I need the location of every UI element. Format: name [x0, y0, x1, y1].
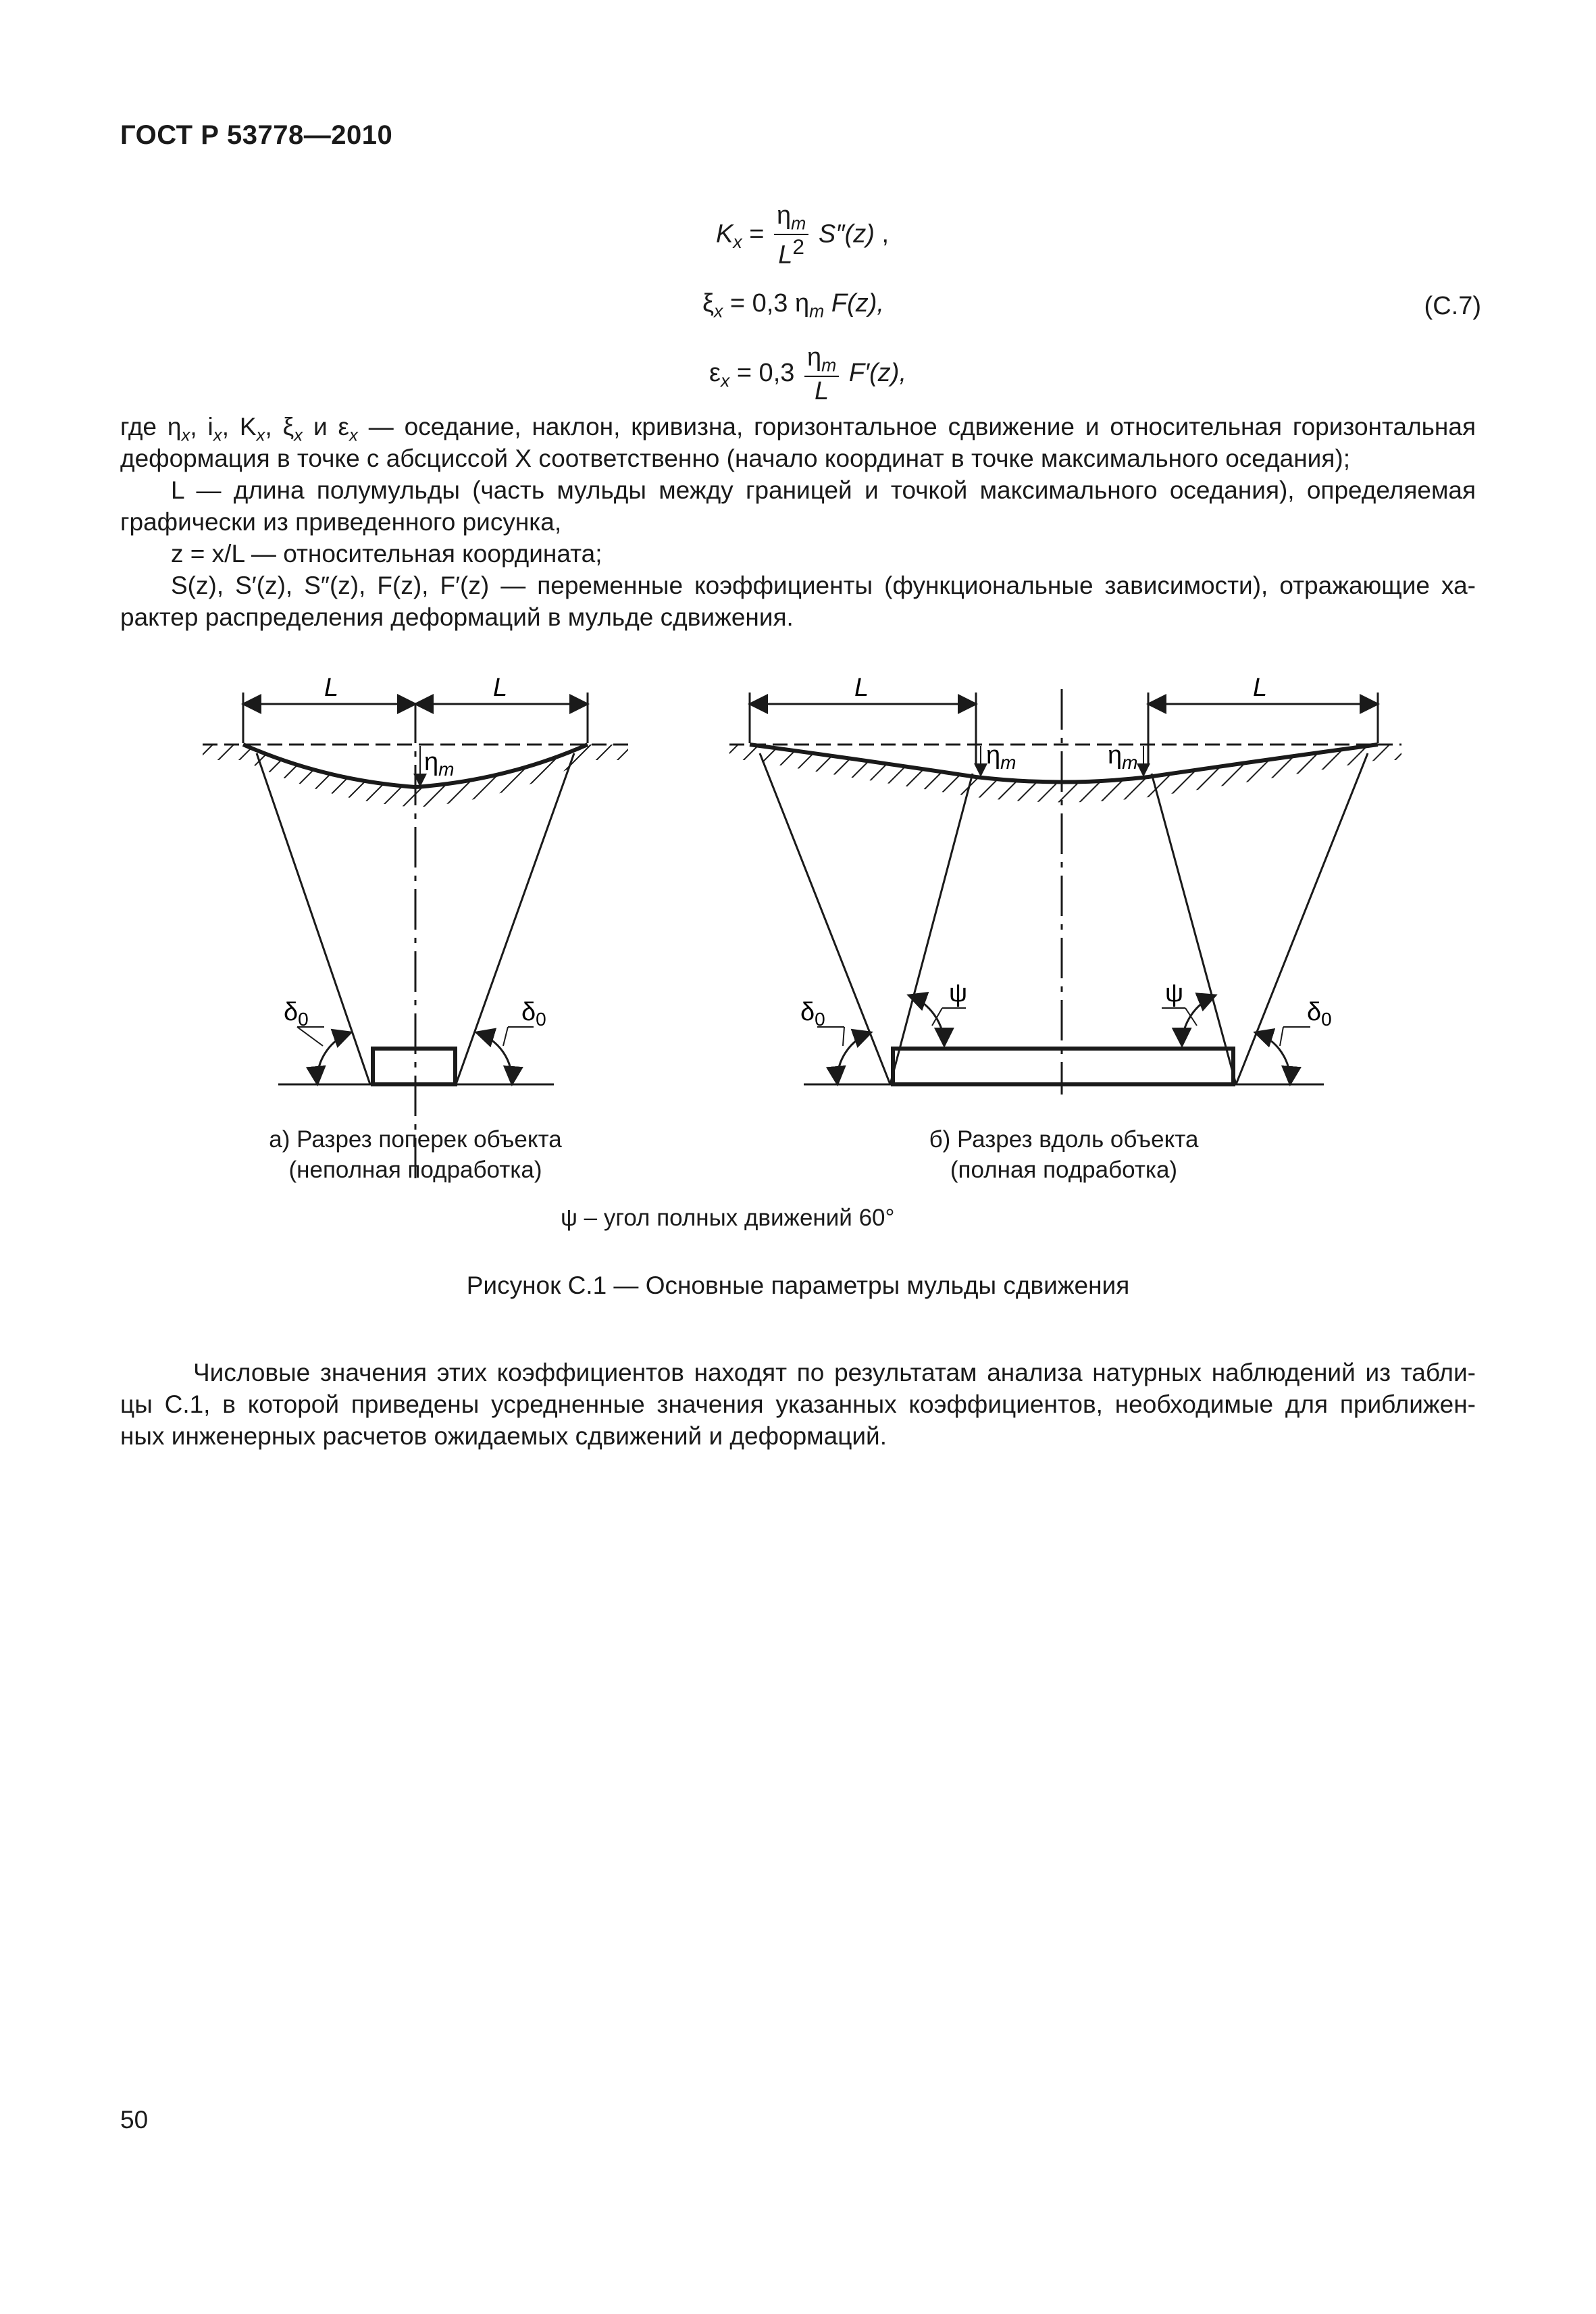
formula-coefficient: = 0,3	[736, 359, 795, 388]
page-number: 50	[120, 2106, 149, 2134]
full-movement-line-left	[890, 774, 973, 1084]
boundary-line-left	[257, 753, 370, 1084]
caption-b	[892, 1124, 1236, 1185]
caption-a	[247, 1124, 584, 1185]
panel-b-longitudinal-section	[729, 674, 1401, 1095]
fraction-denominator: L	[778, 241, 793, 270]
label-L-right: L	[493, 674, 508, 702]
label-eta: $\eta_m$	[424, 748, 455, 780]
formula-symbol: ξ	[702, 289, 715, 318]
label-delta-right: $\delta_0$	[521, 998, 546, 1030]
formula-rhs: F′(z),	[848, 359, 907, 388]
angle-arc-psi-right	[1182, 995, 1216, 1046]
object-box	[893, 1049, 1233, 1084]
psi-note: ψ – угол полных движений 60°	[561, 1205, 895, 1231]
label-psi-right: ψ	[1165, 979, 1184, 1007]
definition-line-5: z = x/L — относительная координата;	[171, 540, 602, 568]
caption-b-line-1: б) Разрез вдоль объекта	[929, 1126, 1199, 1153]
angle-arc-psi-left	[908, 995, 944, 1046]
angle-arc-right	[476, 1032, 512, 1084]
boundary-line-right	[1236, 753, 1368, 1084]
label-delta-right: $\delta_0$	[1307, 998, 1332, 1030]
formula-body: = 0,3 η	[723, 289, 810, 318]
formula-tail: ,	[881, 220, 890, 249]
closing-line-1: Числовые значения этих коэффициентов находят по результатам анализа натурных наблюдений из табли-	[193, 1359, 1476, 1386]
def-text: и ε	[303, 413, 349, 441]
label-L-left: L	[324, 674, 339, 702]
formula-horizontal-shift	[702, 289, 884, 322]
full-movement-line-right	[1152, 774, 1236, 1084]
label-delta-left: $\delta_0$	[284, 998, 309, 1030]
angle-arc-left	[317, 1032, 351, 1084]
angle-arc-delta-right	[1255, 1032, 1290, 1084]
def-text: , i	[190, 413, 213, 441]
document-header: ГОСТ Р 53778—2010	[120, 120, 393, 150]
fraction-numerator: η	[806, 343, 822, 372]
angle-arc-delta-left	[838, 1032, 871, 1084]
definition-line-1: где $\eta_x$, $i_x$, $K_x$, $\xi_x$ и $\varepsilon_x$ — оседание, наклон, кривизна, горизонтальное сдвижение и относительная горизонтальная	[120, 413, 1476, 445]
label-L-left: L	[854, 674, 869, 702]
closing-line-2: цы С.1, в которой приведены усредненные значения указанных коэффициентов, необходимые для приближен-	[120, 1390, 1476, 1418]
def-text: , K	[222, 413, 257, 441]
def-text: где η	[120, 413, 182, 441]
boundary-line-left	[760, 753, 890, 1084]
fraction-numerator: η	[776, 201, 792, 230]
fraction-numerator-sub: m	[821, 355, 837, 376]
formula-deformation	[709, 345, 906, 404]
object-box	[373, 1049, 455, 1084]
equation-number: (С.7)	[1424, 292, 1481, 320]
formula-subscript: x	[720, 370, 730, 391]
formula-rhs: S″(z)	[818, 220, 875, 249]
closing-line-3: ных инженерных расчетов ожидаемых сдвижений и деформаций.	[120, 1422, 887, 1450]
formula-fraction	[804, 345, 839, 404]
formula-curvature: $K_x$ = $\frac{\eta_m}{L^2}$ S″(z) ,	[716, 201, 890, 270]
caption-b-line-2: (полная подработка)	[950, 1157, 1178, 1183]
panel-a-cross-section	[203, 674, 628, 1182]
definition-line-2: деформация в точке с абсциссой X соответственно (начало координат в точке максимального оседания);	[120, 445, 1350, 472]
formula-subscript: x	[714, 301, 723, 322]
formula-rhs: F(z),	[824, 289, 884, 318]
formula-subscript: x	[733, 232, 742, 253]
definition-line-3: L — длина полумульды (часть мульды между границей и точкой максимального оседания), определяемая	[171, 476, 1476, 504]
formula-fraction	[774, 203, 808, 268]
caption-a-line-1: а) Разрез поперек объекта	[269, 1126, 562, 1153]
def-text: — оседание, наклон, кривизна, горизонтальное сдвижение и относительная горизонтальная	[357, 413, 1476, 441]
definition-line-7: рактер распределения деформаций в мульде сдвижения.	[120, 603, 794, 631]
formula-symbol: ε	[709, 359, 721, 388]
label-L-right: L	[1253, 674, 1268, 702]
formula-body-sub: m	[809, 301, 825, 322]
figure-title: Рисунок С.1 — Основные параметры мульды сдвижения	[466, 1272, 1130, 1299]
fraction-denominator-sup: 2	[792, 234, 804, 259]
formula-symbol: K	[716, 220, 733, 249]
definition-line-4: графически из приведенного рисунка,	[120, 508, 562, 536]
fraction-numerator-sub: m	[791, 213, 806, 234]
caption-a-line-2: (неполная подработка)	[288, 1157, 542, 1183]
label-eta-right: $\eta_m$	[1108, 741, 1138, 773]
boundary-line-right	[456, 753, 574, 1084]
subsidence-trough-figure	[0, 662, 1596, 1203]
fraction-denominator: L	[815, 377, 829, 406]
label-psi-left: ψ	[949, 979, 968, 1007]
def-text: , ξ	[265, 413, 294, 441]
definition-line-6: S(z), S′(z), S″(z), F(z), F′(z) — переменные коэффициенты (функциональные зависимости), отражающие ха-	[171, 572, 1476, 599]
label-delta-left: $\delta_0$	[800, 998, 825, 1030]
label-eta-left: $\eta_m$	[986, 741, 1016, 773]
